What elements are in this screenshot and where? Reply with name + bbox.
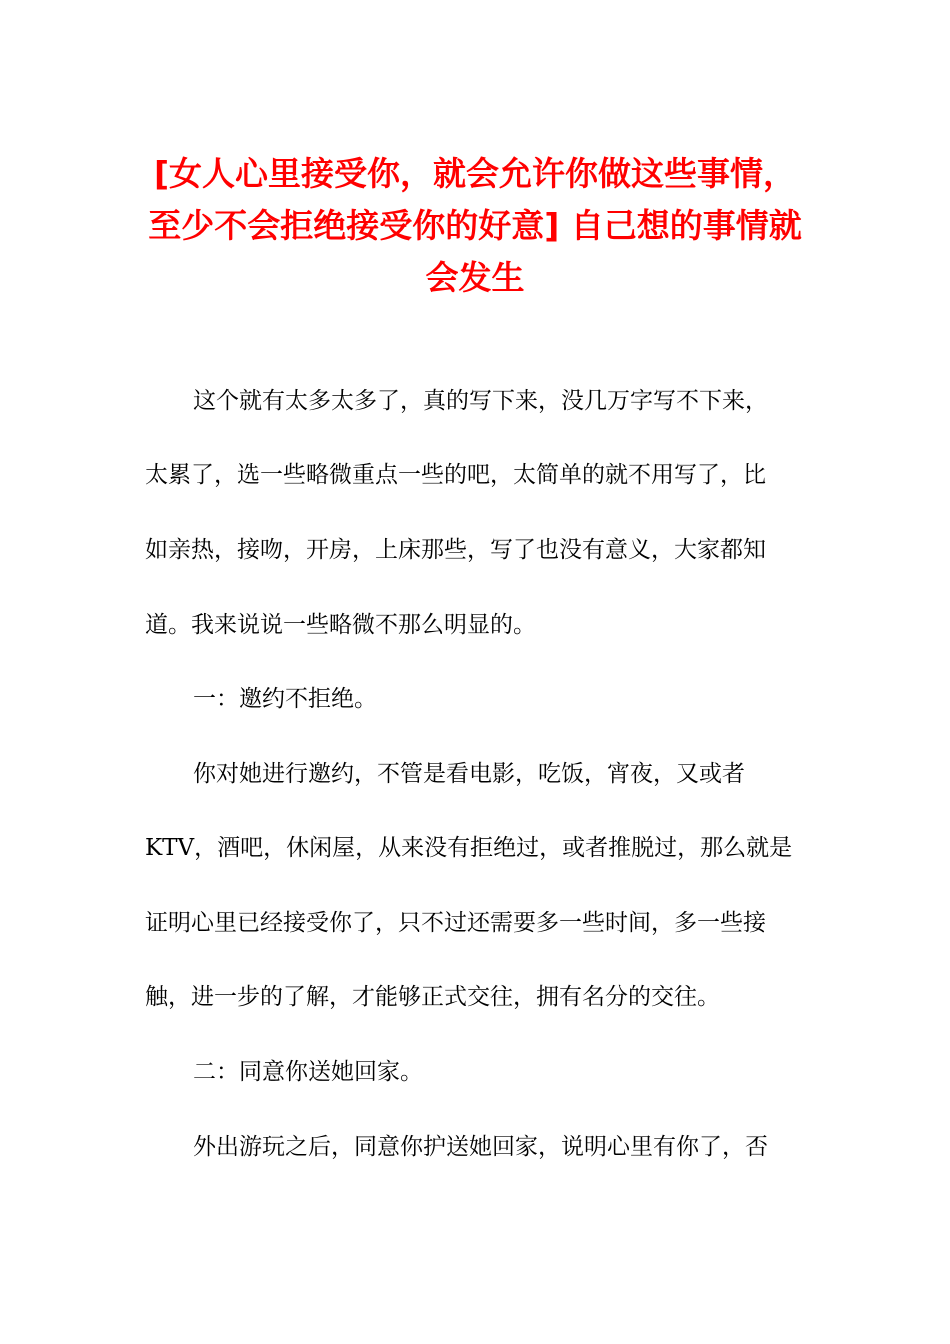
body-line: 如亲热，接吻，开房，上床那些，写了也没有意义，大家都知 [145,537,766,563]
title-line-2: 至少不会拒绝接受你的好意] 自己想的事情就 [148,206,802,245]
body-line: 道。我来说说一些略微不那么明显的。 [145,612,536,638]
body-line: 这个就有太多太多了，真的写下来，没几万字写不下来， [193,388,768,414]
body-line: 触，进一步的了解，才能够正式交往，拥有名分的交往。 [145,984,720,1010]
body-line: 证明心里已经接受你了，只不过还需要多一些时间，多一些接 [145,910,766,936]
body-line: 你对她进行邀约，不管是看电影，吃饭，宵夜，又或者 [193,761,745,787]
section-heading: 二：同意你送她回家。 [193,1059,423,1085]
title-line-3: 会发生 [425,258,525,297]
document-title [100,148,850,304]
title-line-1: [女人心里接受你，就会允许你做这些事情， [153,154,797,193]
body-line: KTV，酒吧，休闲屋，从来没有拒绝过，或者推脱过，那么就是 [145,835,793,861]
body-line: 太累了，选一些略微重点一些的吧，太简单的就不用写了，比 [145,462,766,488]
body-line: 外出游玩之后，同意你护送她回家，说明心里有你了，否 [193,1134,768,1160]
section-heading: 一：邀约不拒绝。 [193,686,377,712]
